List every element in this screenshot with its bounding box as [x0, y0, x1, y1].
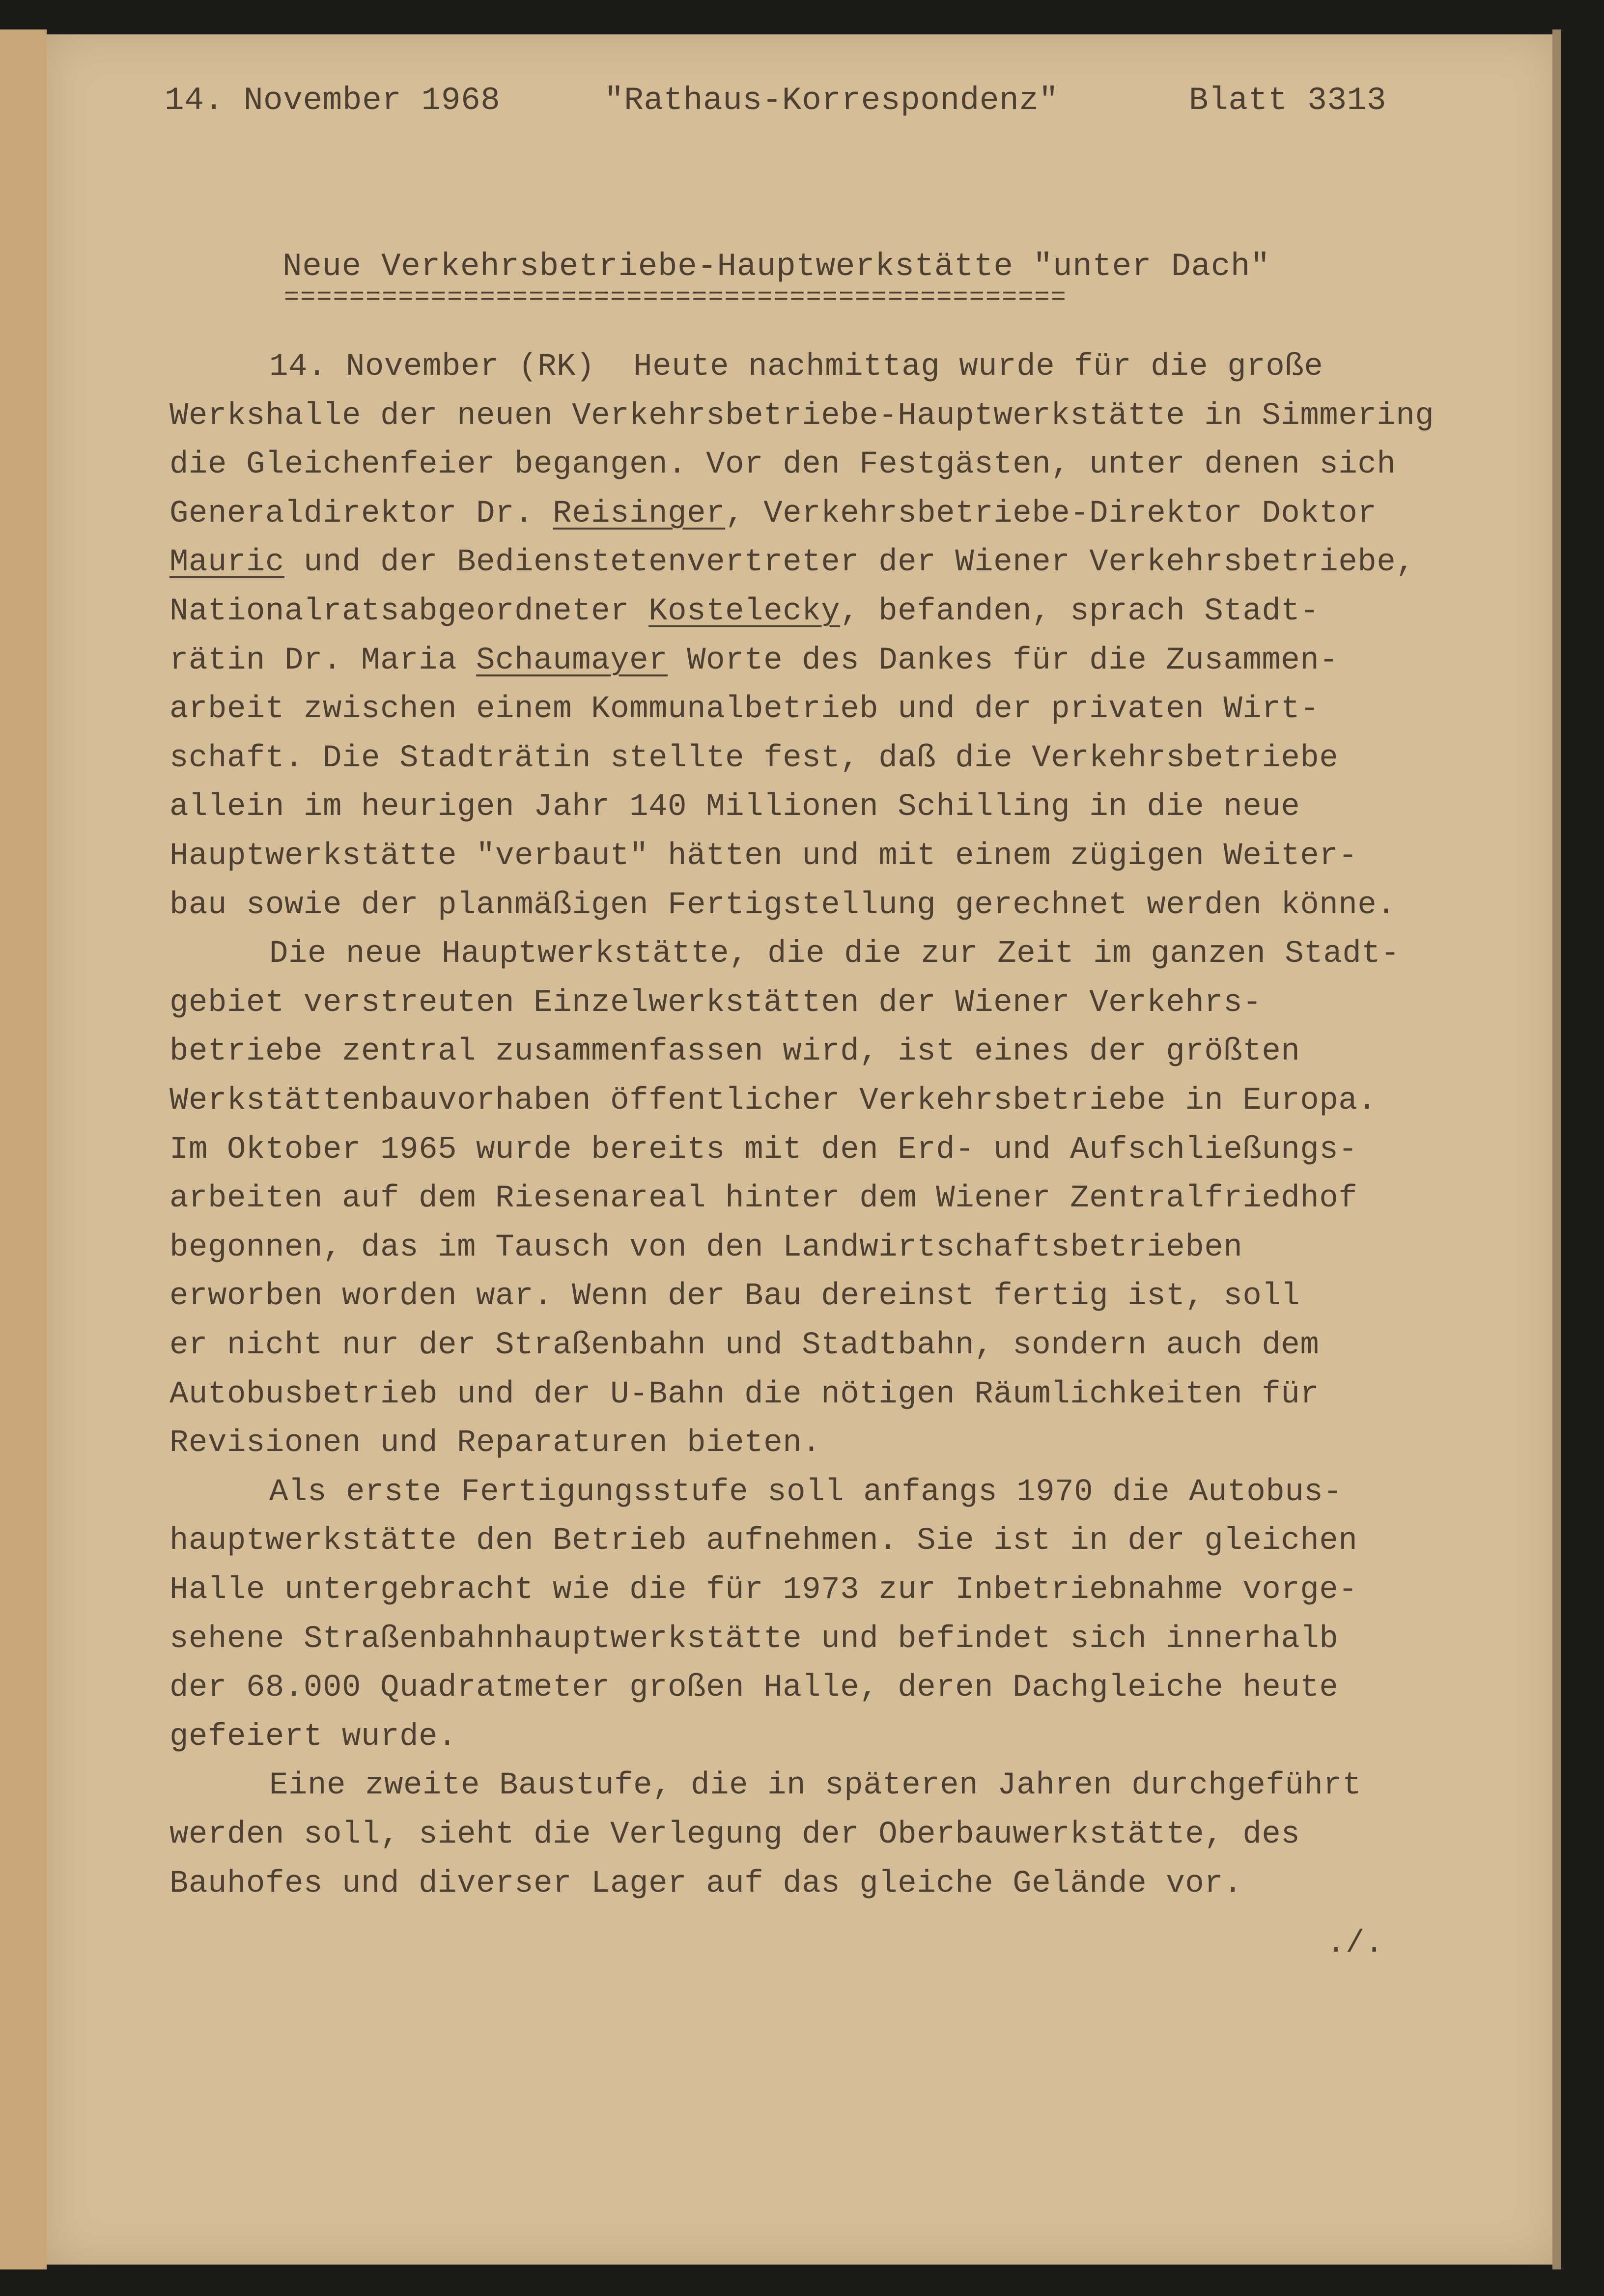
body-line: er nicht nur der Straßenbahn und Stadtbahn, sondern auch dem	[169, 1328, 1320, 1363]
article-title: Neue Verkehrsbetriebe-Hauptwerkstätte "unter Dach"	[282, 248, 1270, 285]
body-line: die Gleichenfeier begangen. Vor den Festgästen, unter denen sich	[169, 447, 1396, 482]
body-line: werden soll, sieht die Verlegung der Oberbauwerkstätte, des	[169, 1817, 1300, 1852]
body-line: allein im heurigen Jahr 140 Millionen Schilling in die neue	[169, 789, 1300, 825]
body-line: Die neue Hauptwerkstätte, die die zur Zeit im ganzen Stadt-	[269, 936, 1400, 972]
underlined-name: Kostelecky	[648, 594, 841, 629]
body-line: bau sowie der planmäßigen Fertigstellung gerechnet werden könne.	[169, 888, 1396, 923]
body-line: Als erste Fertigungsstufe soll anfangs 1970 die Autobus-	[269, 1475, 1343, 1510]
header-date: 14. November 1968	[165, 82, 501, 119]
body-line: Hauptwerkstätte "verbaut" hätten und mit einem zügigen Weiter-	[169, 839, 1358, 874]
body-line: betriebe zentral zusammenfassen wird, ist eines der größten	[169, 1034, 1300, 1069]
body-line: gebiet verstreuten Einzelwerkstätten der Wiener Verkehrs-	[169, 985, 1262, 1021]
line-text: , Verkehrsbetriebe-Direktor Doktor	[725, 496, 1377, 532]
body-line: erworben worden war. Wenn der Bau dereinst fertig ist, soll	[169, 1279, 1300, 1314]
body-line: schaft. Die Stadträtin stellte fest, daß die Verkehrsbetriebe	[169, 741, 1339, 776]
line-text: und der Bedienstetenvertreter der Wiener Verkehrsbetriebe,	[284, 545, 1415, 580]
body-line: Werkstättenbauvorhaben öffentlicher Verkehrsbetriebe in Europa.	[169, 1083, 1377, 1119]
body-line: Autobusbetrieb und der U-Bahn die nötigen Räumlichkeiten für	[169, 1377, 1320, 1412]
body-line: Bauhofes und diverser Lager auf das gleiche Gelände vor.	[169, 1866, 1243, 1902]
body-line: Im Oktober 1965 wurde bereits mit den Erd- und Aufschließungs-	[169, 1132, 1358, 1168]
body-line	[169, 547, 1415, 578]
continuation-mark: ./.	[1326, 1926, 1384, 1961]
header-sheet-number: Blatt 3313	[1189, 82, 1387, 119]
body-line: gefeiert wurde.	[169, 1719, 457, 1755]
underlined-name: Mauric	[169, 545, 285, 580]
title-separator: ================================================	[284, 283, 1067, 312]
body-line: Revisionen und Reparaturen bieten.	[169, 1426, 821, 1461]
body-line	[169, 498, 1377, 530]
page-binding-edge	[1552, 29, 1561, 2269]
line-text: Generaldirektor Dr.	[169, 496, 553, 532]
body-line: sehene Straßenbahnhauptwerkstätte und befindet sich innerhalb	[169, 1622, 1339, 1657]
body-line: Werkshalle der neuen Verkehrsbetriebe-Hauptwerkstätte in Simmering	[169, 398, 1435, 434]
body-line: Halle untergebracht wie die für 1973 zur Inbetriebnahme vorge-	[169, 1572, 1358, 1608]
adjacent-page-edge	[0, 29, 47, 2269]
body-line	[169, 596, 1319, 627]
line-text: rätin Dr. Maria	[169, 643, 477, 678]
body-line: Eine zweite Baustufe, die in späteren Jahren durchgeführt	[269, 1768, 1362, 1803]
line-text: Nationalratsabgeordneter	[169, 594, 649, 629]
body-line: hauptwerkstätte den Betrieb aufnehmen. Sie ist in der gleichen	[169, 1523, 1358, 1559]
body-line	[169, 645, 1338, 676]
header-publication: "Rathaus-Korrespondenz"	[604, 82, 1059, 119]
underlined-name: Schaumayer	[476, 643, 668, 678]
body-line: der 68.000 Quadratmeter großen Halle, deren Dachgleiche heute	[169, 1670, 1339, 1706]
body-line: arbeiten auf dem Riesenareal hinter dem Wiener Zentralfriedhof	[169, 1181, 1358, 1216]
body-line: 14. November (RK) Heute nachmittag wurde für die große	[269, 349, 1323, 385]
body-line: begonnen, das im Tausch von den Landwirtschaftsbetrieben	[169, 1230, 1243, 1265]
line-text: Worte des Dankes für die Zusammen-	[668, 643, 1339, 678]
underlined-name: Reisinger	[553, 496, 726, 532]
line-text: , befanden, sprach Stadt-	[840, 594, 1320, 629]
body-line: arbeit zwischen einem Kommunalbetrieb und der privaten Wirt-	[169, 692, 1320, 727]
